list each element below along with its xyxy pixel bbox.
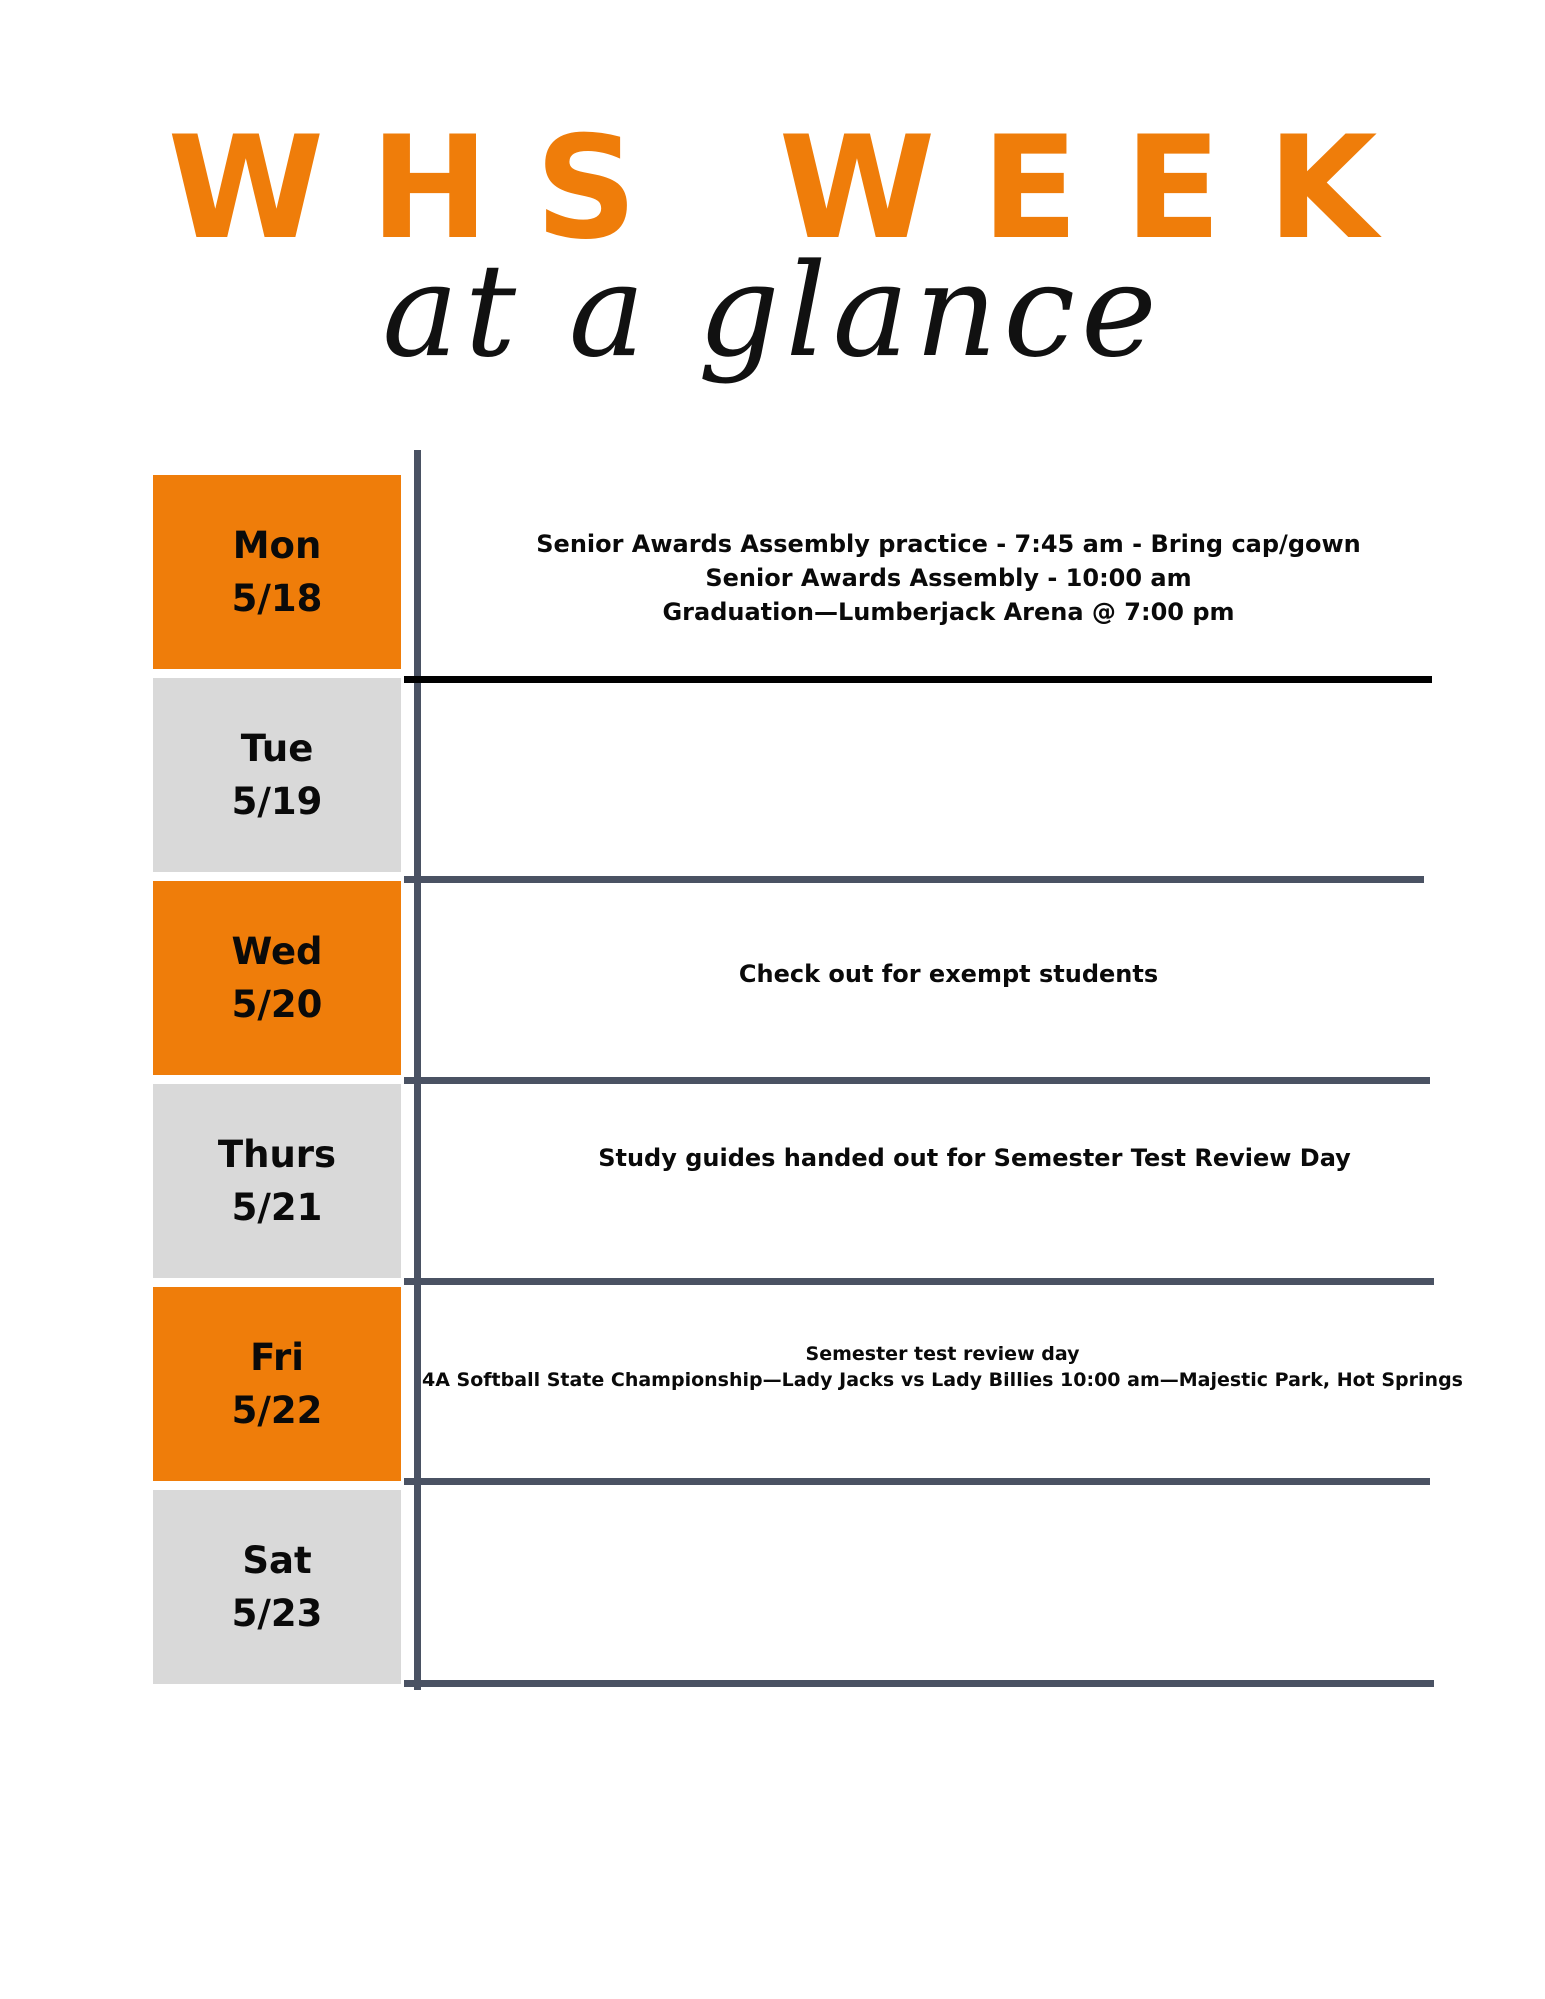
event-item: Semester test review day <box>805 1343 1080 1365</box>
event-item: Senior Awards Assembly - 10:00 am <box>705 564 1192 592</box>
day-name: Sat <box>242 1539 312 1582</box>
day-date: 5/19 <box>231 780 323 823</box>
row-divider-sat <box>404 1680 1434 1687</box>
event-item: Graduation—Lumberjack Arena @ 7:00 pm <box>662 598 1235 626</box>
row-divider-fri <box>404 1478 1430 1485</box>
day-events-thurs <box>447 1141 1502 1175</box>
day-label-fri <box>153 1287 401 1481</box>
day-name: Fri <box>250 1336 304 1379</box>
event-item: Check out for exempt students <box>738 960 1159 988</box>
day-name: Thurs <box>217 1133 337 1176</box>
row-divider-wed <box>404 1077 1430 1084</box>
page-title: WHS WEEK <box>167 106 1424 271</box>
event-item: 4A Softball State Championship—Lady Jacks vs Lady Billies 10:00 am—Majestic Park, Hot Springs <box>422 1369 1463 1391</box>
page-subtitle: at a glance <box>382 237 1163 386</box>
event-item: Senior Awards Assembly practice - 7:45 am - Bring cap/gown <box>536 530 1361 558</box>
day-events-fri <box>415 1341 1470 1393</box>
day-date: 5/23 <box>231 1592 323 1635</box>
day-date: 5/18 <box>231 577 323 620</box>
schedule-vertical-divider <box>414 450 421 1690</box>
day-date: 5/21 <box>231 1186 323 1229</box>
day-label-thurs <box>153 1084 401 1278</box>
day-date: 5/22 <box>231 1389 323 1432</box>
row-divider-mon <box>404 676 1432 683</box>
day-label-sat <box>153 1490 401 1684</box>
day-name: Tue <box>240 727 314 770</box>
day-label-mon <box>153 475 401 669</box>
event-item: Study guides handed out for Semester Test Review Day <box>598 1144 1351 1172</box>
row-divider-thurs <box>404 1278 1434 1285</box>
day-name: Wed <box>231 930 323 973</box>
day-label-tue <box>153 678 401 872</box>
row-divider-tue <box>404 876 1424 883</box>
day-date: 5/20 <box>231 983 323 1026</box>
day-name: Mon <box>232 524 322 567</box>
day-events-mon <box>421 527 1476 629</box>
day-events-wed <box>421 957 1476 991</box>
day-label-wed <box>153 881 401 1075</box>
